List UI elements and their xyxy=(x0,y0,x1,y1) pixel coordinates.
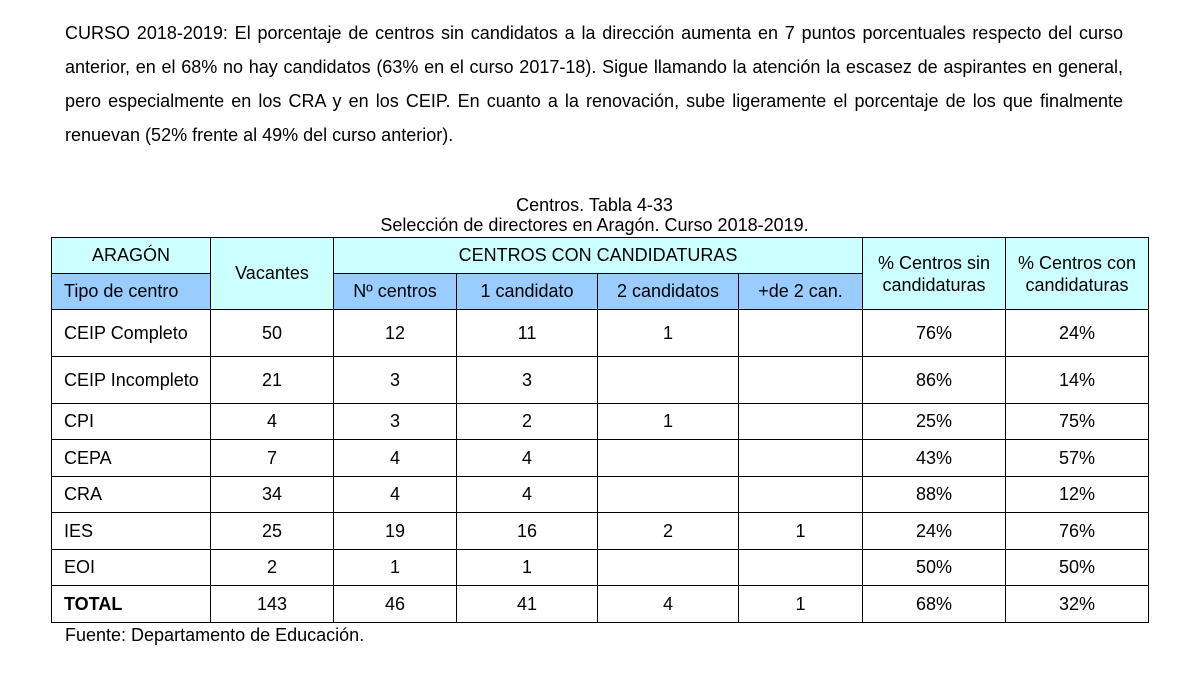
cell-sin: 88% xyxy=(863,477,1006,513)
cell-n-centros: 46 xyxy=(334,586,457,623)
cell-tipo: CEPA xyxy=(52,440,211,477)
cell-vacantes: 143 xyxy=(211,586,334,623)
header-mas-de-2: +de 2 can. xyxy=(739,274,863,310)
cell-uno: 4 xyxy=(457,477,598,513)
table-row xyxy=(52,357,1149,404)
cell-uno: 4 xyxy=(457,440,598,477)
cell-uno: 11 xyxy=(457,310,598,357)
cell-con: 14% xyxy=(1006,357,1149,404)
cell-dos: 4 xyxy=(598,586,739,623)
cell-uno: 3 xyxy=(457,357,598,404)
cell-n-centros: 3 xyxy=(334,404,457,440)
cell-con: 12% xyxy=(1006,477,1149,513)
cell-tipo: CPI xyxy=(52,404,211,440)
header-1-candidato: 1 candidato xyxy=(457,274,598,310)
cell-mas xyxy=(739,440,863,477)
cell-con: 24% xyxy=(1006,310,1149,357)
cell-con: 75% xyxy=(1006,404,1149,440)
cell-sin: 25% xyxy=(863,404,1006,440)
cell-sin: 43% xyxy=(863,440,1006,477)
cell-n-centros: 12 xyxy=(334,310,457,357)
cell-uno: 16 xyxy=(457,513,598,550)
table-row xyxy=(52,440,1149,477)
cell-vacantes: 34 xyxy=(211,477,334,513)
cell-dos xyxy=(598,550,739,586)
cell-dos: 1 xyxy=(598,404,739,440)
cell-con: 76% xyxy=(1006,513,1149,550)
cell-vacantes: 4 xyxy=(211,404,334,440)
cell-vacantes: 2 xyxy=(211,550,334,586)
cell-n-centros: 4 xyxy=(334,477,457,513)
cell-mas xyxy=(739,310,863,357)
cell-dos xyxy=(598,477,739,513)
cell-sin: 24% xyxy=(863,513,1006,550)
cell-sin: 86% xyxy=(863,357,1006,404)
cell-dos xyxy=(598,440,739,477)
header-region: ARAGÓN xyxy=(52,238,211,274)
cell-con: 32% xyxy=(1006,586,1149,623)
header-2-candidatos: 2 candidatos xyxy=(598,274,739,310)
header-pct-con: % Centros con candidaturas xyxy=(1006,238,1149,310)
cell-con: 50% xyxy=(1006,550,1149,586)
cell-uno: 41 xyxy=(457,586,598,623)
table-row xyxy=(52,477,1149,513)
cell-dos xyxy=(598,357,739,404)
cell-tipo: CEIP Incompleto xyxy=(52,357,211,404)
cell-mas: 1 xyxy=(739,586,863,623)
cell-n-centros: 3 xyxy=(334,357,457,404)
table-row xyxy=(52,550,1149,586)
cell-dos: 1 xyxy=(598,310,739,357)
cell-tipo: EOI xyxy=(52,550,211,586)
header-centros-con-candidaturas: CENTROS CON CANDIDATURAS xyxy=(334,238,863,274)
intro-paragraph: CURSO 2018-2019: El porcentaje de centros sin candidatos a la dirección aumenta en 7 puntos porcentuales respecto del curso anterior, en el 68% no hay candidatos (63% en el curso 2017-18). Sigue llamando la atención la escasez de aspirantes en general, pero especialmente en los CRA y en los CEIP. En cuanto a la renovación, sube ligeramente el porcentaje de los que finalmente renuevan (52% frente al 49% del curso anterior). xyxy=(65,23,1123,145)
cell-dos: 2 xyxy=(598,513,739,550)
header-vacantes: Vacantes xyxy=(211,238,334,310)
cell-n-centros: 1 xyxy=(334,550,457,586)
cell-uno: 1 xyxy=(457,550,598,586)
directors-selection-table xyxy=(51,237,1149,623)
cell-n-centros: 4 xyxy=(334,440,457,477)
cell-uno: 2 xyxy=(457,404,598,440)
table-row xyxy=(52,513,1149,550)
cell-vacantes: 7 xyxy=(211,440,334,477)
cell-con: 57% xyxy=(1006,440,1149,477)
cell-tipo: IES xyxy=(52,513,211,550)
table-row xyxy=(52,310,1149,357)
table-row xyxy=(52,404,1149,440)
cell-n-centros: 19 xyxy=(334,513,457,550)
cell-mas xyxy=(739,357,863,404)
cell-tipo: CRA xyxy=(52,477,211,513)
cell-vacantes: 25 xyxy=(211,513,334,550)
cell-tipo: CEIP Completo xyxy=(52,310,211,357)
cell-mas xyxy=(739,404,863,440)
header-tipo-de-centro: Tipo de centro xyxy=(52,274,211,310)
total-row xyxy=(52,586,1149,623)
table-caption-subtitle: Selección de directores en Aragón. Curso 2018-2019. xyxy=(380,215,809,235)
header-pct-sin: % Centros sin candidaturas xyxy=(863,238,1006,310)
cell-tipo: TOTAL xyxy=(52,586,211,623)
cell-sin: 50% xyxy=(863,550,1006,586)
cell-mas xyxy=(739,477,863,513)
cell-sin: 68% xyxy=(863,586,1006,623)
table-caption-title: Centros. Tabla 4-33 xyxy=(516,195,673,215)
source-note: Fuente: Departamento de Educación. xyxy=(65,625,365,645)
cell-mas: 1 xyxy=(739,513,863,550)
cell-vacantes: 21 xyxy=(211,357,334,404)
cell-mas xyxy=(739,550,863,586)
header-n-centros: Nº centros xyxy=(334,274,457,310)
cell-sin: 76% xyxy=(863,310,1006,357)
cell-vacantes: 50 xyxy=(211,310,334,357)
